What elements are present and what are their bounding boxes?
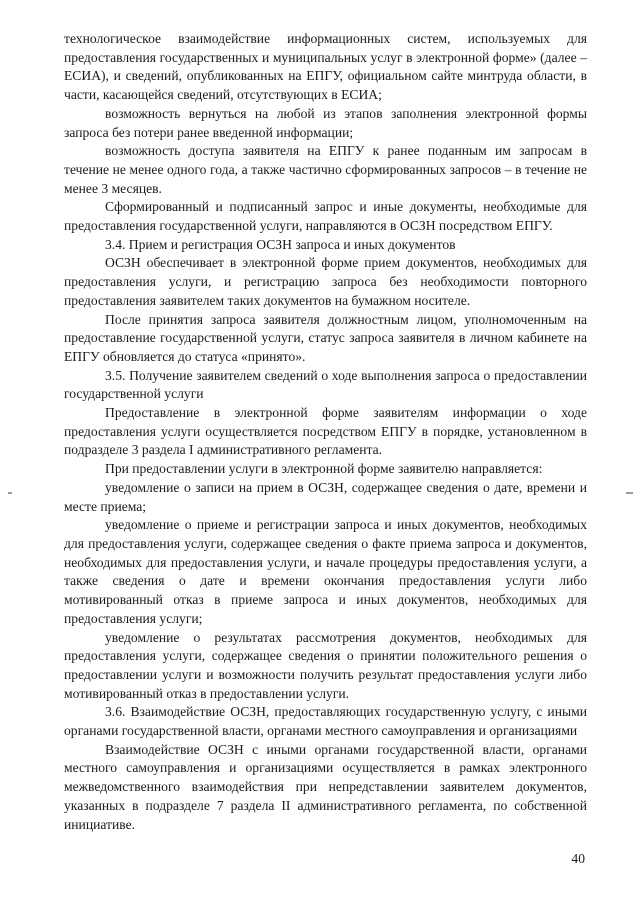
paragraph-9: Предоставление в электронной форме заявителям информации о ходе предоставления услуги осуществляется посредством ЕПГУ в порядке, установленном в подразделе 3 раздела I административного регламента. xyxy=(64,405,587,458)
section-heading-3-6: 3.6. Взаимодействие ОСЗН, предоставляющих государственную услугу, с иными органами государственной власти, органами местного самоуправления и организациями xyxy=(64,704,587,739)
scan-artifact-right xyxy=(626,492,633,494)
paragraph-4: Сформированный и подписанный запрос и иные документы, необходимые для предоставления государственной услуги, направляются в ОСЗН посредством ЕПГУ. xyxy=(64,199,587,234)
paragraph-7: После принятия запроса заявителя должностным лицом, уполномоченным на предоставление государственной услуги, статус запроса заявителя в личном кабинете на ЕПГУ обновляется до статуса «принято». xyxy=(64,311,587,364)
section-heading-3-4: 3.4. Прием и регистрация ОСЗН запроса и иных документов xyxy=(105,236,456,252)
paragraph-2: возможность вернуться на любой из этапов заполнения электронной формы запроса без потери ранее введенной информации; xyxy=(64,105,587,140)
paragraph-1: технологическое взаимодействие информационных систем, используемых для предоставления государственных и муниципальных услуг в электронной форме» (далее – ЕСИА), и сведений, опубликованных на ЕПГУ, официальном сайте минтруда области, в части, касающейся сведений, отсутствующих в ЕСИА; xyxy=(64,31,587,103)
paragraph-3: возможность доступа заявителя на ЕПГУ к ранее поданным им запросам в течение не менее одного года, а также частично сформированных запросов – в течение не менее 3 месяцев. xyxy=(64,143,587,196)
paragraph-12: уведомление о приеме и регистрации запроса и иных документов, необходимых для предоставления услуги, содержащее сведения о факте приема запроса и документов, необходимых для предоставления услуги, и начале процедуры предоставления услуги, а также сведения о дате и времени окончания предоставления услуги либо мотивированный отказ в приеме запроса и иных документов, необходимых для предоставления услуги; xyxy=(64,517,587,626)
paragraph-15: Взаимодействие ОСЗН с иными органами государственной власти, органами местного самоуправления и организациями осуществляется в рамках электронного межведомственного взаимодействия при непредставлении заявителем документов, указанных в подразделе 7 раздела II административного регламента, по собственной инициативе. xyxy=(64,741,587,832)
paragraph-13: уведомление о результатах рассмотрения документов, необходимых для предоставления услуги, содержащее сведения о принятии положительного решения о предоставлении услуги и возможности получить результат предоставления услуги либо мотивированный отказ в предоставлении услуги. xyxy=(64,629,587,701)
paragraph-11: уведомление о записи на прием в ОСЗН, содержащее сведения о дате, времени и месте приема; xyxy=(64,479,587,514)
document-body xyxy=(64,30,587,834)
paragraph-6: ОСЗН обеспечивает в электронной форме прием документов, необходимых для предоставления услуги, и регистрацию запроса без необходимости повторного предоставления заявителем таких документов на бумажном носителе. xyxy=(64,255,587,308)
scan-artifact-left xyxy=(8,492,12,494)
paragraph-10: При предоставлении услуги в электронной форме заявителю направляется: xyxy=(105,461,543,477)
section-heading-3-5: 3.5. Получение заявителем сведений о ходе выполнения запроса о предоставлении государственной услуги xyxy=(64,367,587,402)
page-number: 40 xyxy=(571,851,585,866)
